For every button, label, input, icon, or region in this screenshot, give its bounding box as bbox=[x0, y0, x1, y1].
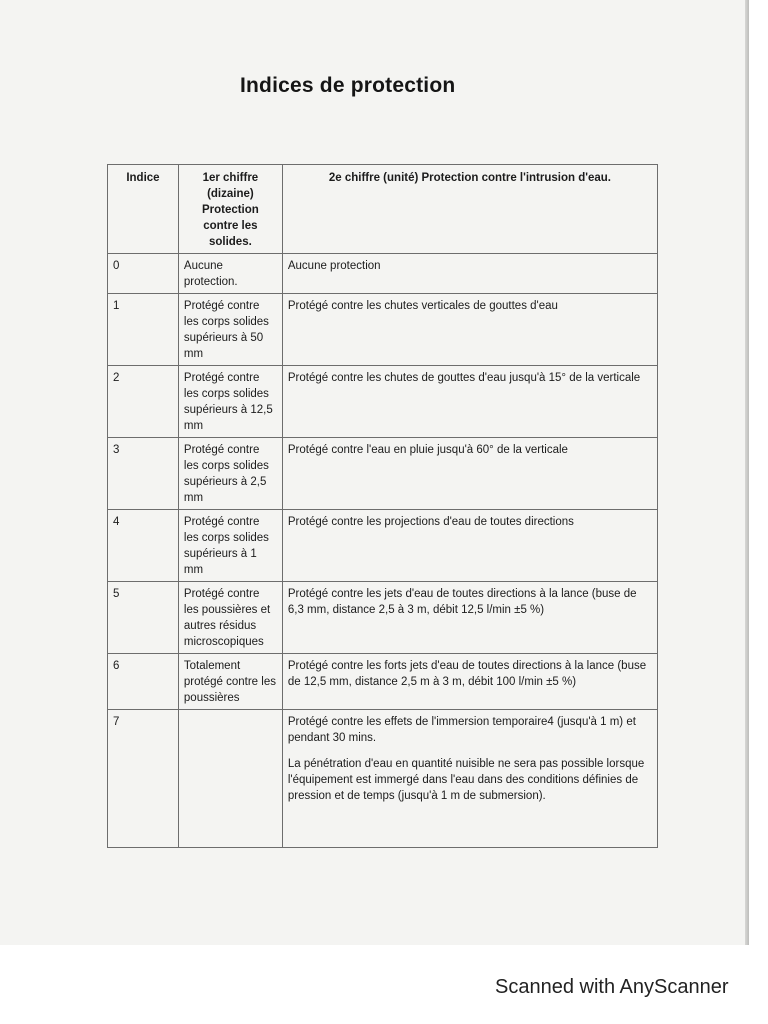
table-header-row bbox=[108, 165, 658, 254]
cell-solids: Protégé contre les corps solides supérieurs à 50 mm bbox=[178, 294, 282, 366]
cell-solids: Protégé contre les corps solides supérieurs à 2,5 mm bbox=[178, 438, 282, 510]
cell-water: Aucune protection bbox=[282, 254, 657, 294]
cell-water bbox=[282, 710, 657, 848]
page-edge-shadow bbox=[745, 0, 749, 945]
cell-index: 1 bbox=[108, 294, 179, 366]
header-indice: Indice bbox=[108, 165, 179, 254]
water-note: La pénétration d'eau en quantité nuisible ne sera pas possible lorsque l'équipement est immergé dans l'eau dans des conditions définies de pression et de temps (jusqu'à 1 m de submersion). bbox=[287, 758, 645, 802]
table-row bbox=[108, 582, 658, 654]
cell-water: Protégé contre les jets d'eau de toutes directions à la lance (buse de 6,3 mm, distance 2,5 à 3 m, débit 12,5 l/min ±5 %) bbox=[282, 582, 657, 654]
cell-solids: Protégé contre les corps solides supérieurs à 1 mm bbox=[178, 510, 282, 582]
table-row bbox=[108, 510, 658, 582]
table-row bbox=[108, 294, 658, 366]
cell-water: Protégé contre les forts jets d'eau de toutes directions à la lance (buse de 12,5 mm, distance 2,5 m à 3 m, débit 100 l/min ±5 %) bbox=[282, 654, 657, 710]
scanner-watermark: Scanned with AnyScanner bbox=[495, 976, 729, 998]
cell-solids: Aucune protection. bbox=[178, 254, 282, 294]
table-row bbox=[108, 710, 658, 848]
cell-index: 6 bbox=[108, 654, 179, 710]
table-row bbox=[108, 654, 658, 710]
cell-solids: Totalement protégé contre les poussières bbox=[178, 654, 282, 710]
cell-solids: Protégé contre les poussières et autres résidus microscopiques bbox=[178, 582, 282, 654]
cell-water: Protégé contre les chutes verticales de gouttes d'eau bbox=[282, 294, 657, 366]
cell-index: 7 bbox=[108, 710, 179, 848]
table-row bbox=[108, 438, 658, 510]
cell-water: Protégé contre les chutes de gouttes d'eau jusqu'à 15° de la verticale bbox=[282, 366, 657, 438]
table-row bbox=[108, 366, 658, 438]
cell-index: 4 bbox=[108, 510, 179, 582]
water-text: Protégé contre les effets de l'immersion temporaire4 (jusqu'à 1 m) et pendant 30 mins. bbox=[287, 716, 636, 744]
cell-water: Protégé contre les projections d'eau de toutes directions bbox=[282, 510, 657, 582]
protection-index-table bbox=[107, 164, 658, 848]
header-second-digit: 2e chiffre (unité) Protection contre l'intrusion d'eau. bbox=[282, 165, 657, 254]
cell-index: 5 bbox=[108, 582, 179, 654]
cell-solids bbox=[178, 710, 282, 848]
document-title: Indices de protection bbox=[240, 74, 456, 97]
cell-water: Protégé contre l'eau en pluie jusqu'à 60° de la verticale bbox=[282, 438, 657, 510]
cell-index: 3 bbox=[108, 438, 179, 510]
header-first-digit: 1er chiffre (dizaine) Protection contre les solides. bbox=[178, 165, 282, 254]
cell-index: 2 bbox=[108, 366, 179, 438]
cell-solids: Protégé contre les corps solides supérieurs à 12,5 mm bbox=[178, 366, 282, 438]
cell-index: 0 bbox=[108, 254, 179, 294]
table-row bbox=[108, 254, 658, 294]
